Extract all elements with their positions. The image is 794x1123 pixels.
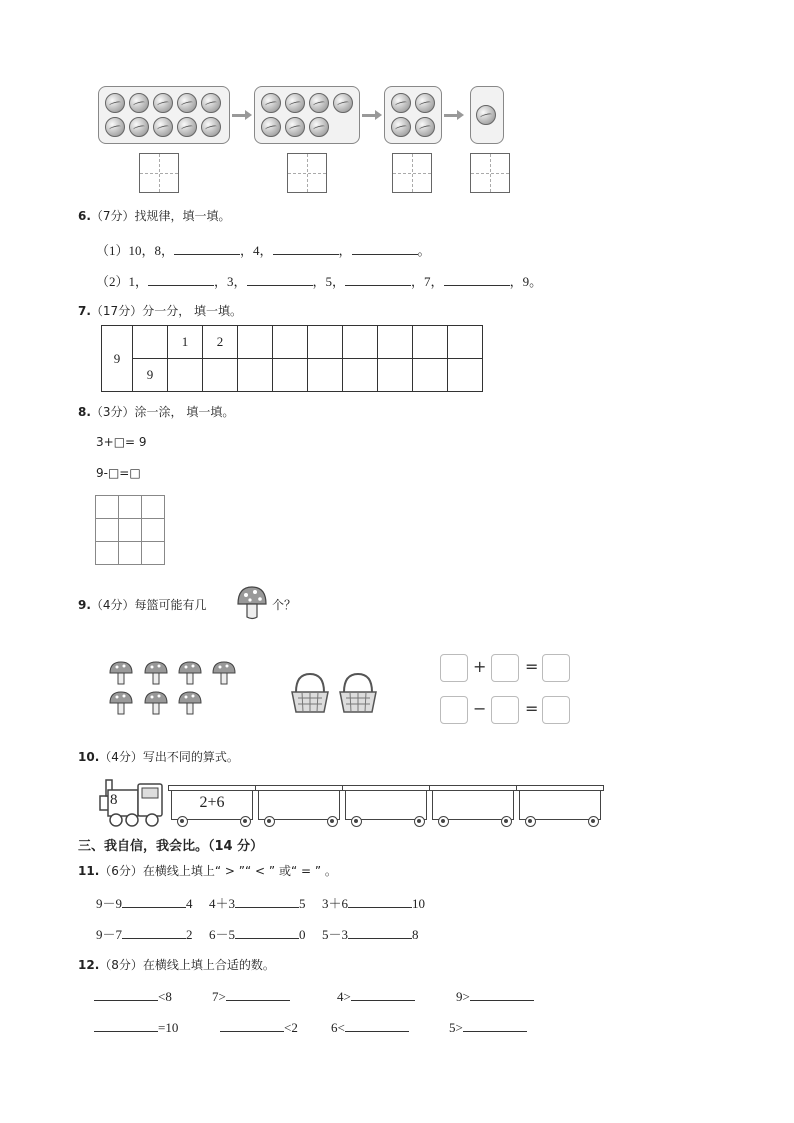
- answer-blank[interactable]: [122, 895, 186, 908]
- train-car-label: 2+6: [199, 794, 225, 811]
- answer-blank[interactable]: [247, 273, 313, 286]
- question-10-heading: [78, 748, 239, 765]
- engine-number: 8: [110, 792, 118, 808]
- arrow-icon: [362, 114, 376, 117]
- split-cell[interactable]: [308, 326, 343, 359]
- answer-box[interactable]: [491, 654, 519, 682]
- marble-tray-1: [470, 86, 504, 144]
- wheel-icon: [501, 816, 512, 827]
- split-cell[interactable]: [343, 326, 378, 359]
- expr: 0: [299, 927, 306, 942]
- wheel-icon: [240, 816, 251, 827]
- question-8-heading: [78, 403, 234, 420]
- question-12-heading: [78, 956, 275, 973]
- minus-sign: −: [473, 699, 487, 718]
- q6-text: ，3，: [214, 274, 247, 289]
- basket-icon: [290, 672, 330, 714]
- answer-blank[interactable]: [122, 926, 186, 939]
- expr: 5>: [449, 1020, 463, 1035]
- marble-tray-10: [98, 86, 230, 144]
- q8-equation-1: 3+□= 9: [96, 435, 147, 449]
- expr: 4＋3: [209, 896, 236, 911]
- wheel-icon: [414, 816, 425, 827]
- question-number: 6.: [78, 209, 91, 223]
- wheel-icon: [351, 816, 362, 827]
- question-text: （4分）每篮可能有几: [90, 598, 207, 612]
- wheel-icon: [177, 816, 188, 827]
- split-cell[interactable]: [238, 359, 273, 392]
- mushroom-icon: [211, 660, 237, 686]
- answer-blank[interactable]: [220, 1019, 284, 1032]
- answer-box[interactable]: [440, 696, 468, 724]
- split-cell[interactable]: [308, 359, 343, 392]
- q11-row-2: [96, 924, 419, 943]
- answer-blank[interactable]: [348, 926, 412, 939]
- split-cell[interactable]: 1: [168, 326, 203, 359]
- mushroom-icon: [143, 660, 169, 686]
- mushroom-icon: [108, 690, 134, 716]
- question-number: 10.: [78, 750, 100, 764]
- answer-box[interactable]: [440, 654, 468, 682]
- expr: 9－7: [96, 927, 123, 942]
- wheel-icon: [327, 816, 338, 827]
- marble-tray-4: [384, 86, 442, 144]
- coloring-grid[interactable]: [95, 495, 165, 565]
- question-number: 8.: [78, 405, 91, 419]
- question-text: （7分）找规律，填一填。: [90, 209, 231, 223]
- question-text: （17分）分一分， 填一填。: [90, 304, 243, 318]
- answer-blank[interactable]: [352, 242, 418, 255]
- arrow-icon: [232, 114, 246, 117]
- answer-blank[interactable]: [235, 926, 299, 939]
- marble-tray-7: [254, 86, 360, 144]
- q6-line-2: [96, 271, 542, 290]
- question-9-suffix: 个？: [272, 598, 297, 612]
- split-cell[interactable]: [273, 326, 308, 359]
- answer-box[interactable]: [542, 696, 570, 724]
- answer-grid[interactable]: [470, 153, 510, 193]
- question-text: （4分）写出不同的算式。: [99, 750, 239, 764]
- question-number: 7.: [78, 304, 91, 318]
- expr: <8: [158, 989, 172, 1004]
- q6-text: （1）10，8，: [96, 243, 175, 258]
- expr: 10: [412, 896, 426, 911]
- arrow-icon: [444, 114, 458, 117]
- expr: 3＋6: [322, 896, 349, 911]
- split-cell[interactable]: [378, 359, 413, 392]
- q6-text: ，4，: [240, 243, 273, 258]
- q6-line-1: [96, 240, 431, 259]
- split-cell[interactable]: [413, 359, 448, 392]
- split-cell[interactable]: [413, 326, 448, 359]
- section-title: 三、我自信，我会比。（14 分）: [78, 839, 264, 854]
- q6-text: ，5，: [312, 274, 346, 289]
- split-cell[interactable]: 9: [133, 359, 168, 392]
- answer-blank[interactable]: [463, 1019, 527, 1032]
- expr: 6<: [331, 1020, 345, 1035]
- question-11-heading: [78, 862, 337, 879]
- question-6-heading: [78, 207, 231, 224]
- equals-sign: =: [525, 699, 539, 718]
- wheel-icon: [525, 816, 536, 827]
- expr: 8: [412, 927, 419, 942]
- question-text: （3分）涂一涂， 填一填。: [90, 405, 235, 419]
- expr: 7>: [212, 989, 226, 1004]
- split-cell[interactable]: [203, 359, 238, 392]
- split-cell[interactable]: [343, 359, 378, 392]
- expr: 5－3: [322, 927, 349, 942]
- split-cell[interactable]: [378, 326, 413, 359]
- answer-box[interactable]: [491, 696, 519, 724]
- split-cell[interactable]: [168, 359, 203, 392]
- split-cell[interactable]: [133, 326, 168, 359]
- expr: =10: [158, 1020, 179, 1035]
- expr: <2: [284, 1020, 298, 1035]
- split-cell[interactable]: [448, 359, 483, 392]
- answer-grid[interactable]: [139, 153, 179, 193]
- basket-icon: [338, 672, 378, 714]
- answer-blank[interactable]: [345, 1019, 409, 1032]
- answer-blank[interactable]: [94, 988, 158, 1001]
- question-text: （8分）在横线上填上合适的数。: [99, 958, 275, 972]
- split-table: [101, 325, 483, 392]
- question-9-heading: [78, 596, 207, 613]
- answer-blank[interactable]: [351, 988, 415, 1001]
- split-cell[interactable]: [273, 359, 308, 392]
- q8-equation-2: 9-□=□: [96, 466, 141, 480]
- answer-blank[interactable]: [235, 895, 299, 908]
- answer-blank[interactable]: [174, 242, 240, 255]
- answer-blank[interactable]: [345, 273, 411, 286]
- mushroom-icon: [235, 584, 269, 622]
- expr: 5: [299, 896, 306, 911]
- mushroom-icon: [177, 660, 203, 686]
- answer-blank[interactable]: [444, 273, 510, 286]
- expr: 4>: [337, 989, 351, 1004]
- answer-grid[interactable]: [287, 153, 327, 193]
- wheel-icon: [438, 816, 449, 827]
- split-cell[interactable]: 2: [203, 326, 238, 359]
- split-cell[interactable]: [448, 326, 483, 359]
- mushroom-icon: [108, 660, 134, 686]
- q6-text: ，7，: [411, 274, 444, 289]
- answer-blank[interactable]: [226, 988, 290, 1001]
- expr: 9>: [456, 989, 470, 1004]
- answer-box[interactable]: [542, 654, 570, 682]
- expr: 4: [186, 896, 193, 911]
- q6-text: ，: [338, 243, 352, 258]
- answer-blank[interactable]: [348, 895, 412, 908]
- q6-text: 。: [417, 243, 431, 258]
- q6-text: （2）1，: [96, 274, 149, 289]
- answer-blank[interactable]: [470, 988, 534, 1001]
- answer-grid[interactable]: [392, 153, 432, 193]
- wheel-icon: [264, 816, 275, 827]
- split-cell[interactable]: [238, 326, 273, 359]
- mushroom-icon: [143, 690, 169, 716]
- question-number: 9.: [78, 598, 91, 612]
- question-number: 12.: [78, 958, 100, 972]
- question-number: 11.: [78, 864, 100, 878]
- split-total: 9: [102, 326, 133, 392]
- question-7-heading: [78, 302, 242, 319]
- expr: 9－9: [96, 896, 123, 911]
- question-text: （6分）在横线上填上“ > ”“ < ” 或“ = ” 。: [99, 864, 337, 878]
- equals-sign: =: [525, 657, 539, 676]
- expr: 6－5: [209, 927, 236, 942]
- answer-blank[interactable]: [148, 273, 214, 286]
- mushroom-icon: [177, 690, 203, 716]
- expr: 2: [186, 927, 193, 942]
- answer-blank[interactable]: [94, 1019, 158, 1032]
- q6-text: ，9。: [509, 274, 543, 289]
- wheel-icon: [588, 816, 599, 827]
- plus-sign: +: [473, 657, 487, 676]
- q11-row-1: [96, 893, 425, 912]
- train-engine-icon: [98, 776, 168, 828]
- answer-blank[interactable]: [273, 242, 339, 255]
